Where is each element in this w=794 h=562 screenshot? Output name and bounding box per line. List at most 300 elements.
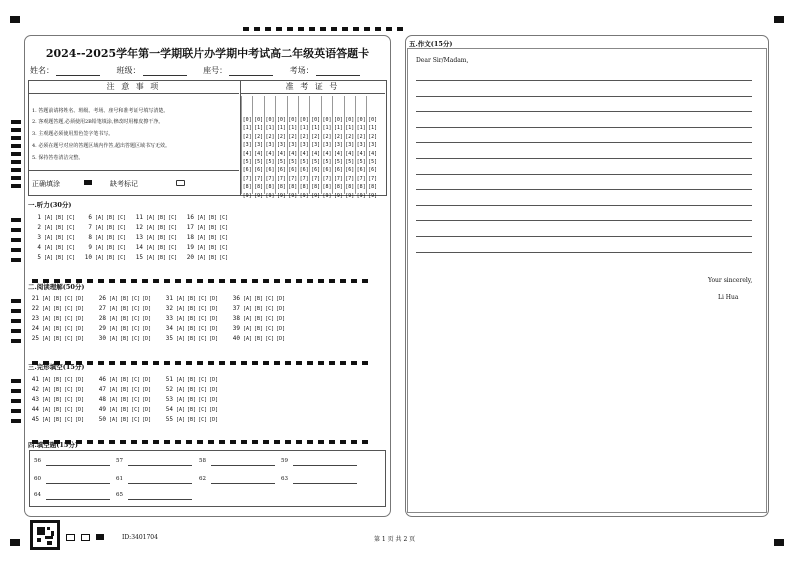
answer-bubble[interactable]: [C] — [117, 225, 127, 231]
fill-answer-line[interactable] — [128, 483, 192, 484]
answer-bubble[interactable]: [D] — [142, 377, 152, 383]
answer-bubble[interactable]: [D] — [75, 306, 85, 312]
answer-bubble[interactable]: [B] — [254, 326, 264, 332]
exam-id-bubble[interactable]: [2] — [345, 133, 355, 140]
answer-bubble[interactable]: [C] — [198, 336, 208, 342]
answer-bubble[interactable]: [A] — [176, 316, 186, 322]
exam-id-bubble[interactable]: [1] — [254, 125, 264, 132]
answer-bubble[interactable]: [C] — [66, 235, 76, 241]
answer-bubble[interactable]: [B] — [53, 397, 63, 403]
answer-bubble[interactable]: [A] — [197, 255, 207, 261]
answer-bubble[interactable]: [C] — [198, 316, 208, 322]
answer-bubble[interactable]: [A] — [109, 316, 119, 322]
exam-id-bubble[interactable]: [4] — [265, 150, 275, 157]
answer-bubble[interactable]: [C] — [131, 397, 141, 403]
answer-bubble[interactable]: [D] — [142, 316, 152, 322]
exam-id-bubble[interactable]: [1] — [356, 125, 366, 132]
exam-id-bubble[interactable]: [4] — [345, 150, 355, 157]
exam-id-bubble[interactable]: [1] — [322, 125, 332, 132]
exam-id-bubble[interactable]: [2] — [254, 133, 264, 140]
fill-answer-line[interactable] — [128, 499, 192, 500]
exam-id-bubble[interactable]: [3] — [288, 142, 298, 149]
answer-bubble[interactable]: [C] — [131, 316, 141, 322]
exam-id-bubble[interactable]: [5] — [242, 159, 252, 166]
exam-id-bubble[interactable]: [0] — [322, 117, 332, 123]
answer-bubble[interactable]: [D] — [209, 306, 219, 312]
answer-bubble[interactable]: [B] — [120, 387, 130, 393]
exam-id-bubble[interactable]: [1] — [345, 125, 355, 132]
answer-bubble[interactable]: [A] — [95, 235, 105, 241]
answer-bubble[interactable]: [B] — [187, 397, 197, 403]
exam-id-bubble[interactable]: [5] — [322, 159, 332, 166]
exam-id-bubble[interactable]: [0] — [356, 117, 366, 123]
room-field[interactable] — [316, 67, 360, 76]
writing-line[interactable] — [416, 236, 752, 237]
answer-bubble[interactable]: [B] — [53, 296, 63, 302]
writing-line[interactable] — [416, 189, 752, 190]
exam-id-bubble[interactable]: [0] — [276, 117, 286, 123]
answer-bubble[interactable]: [A] — [176, 296, 186, 302]
exam-id-bubble[interactable]: [5] — [254, 159, 264, 166]
exam-id-bubble[interactable]: [3] — [265, 142, 275, 149]
answer-bubble[interactable]: [B] — [187, 326, 197, 332]
exam-id-bubble[interactable]: [5] — [345, 159, 355, 166]
exam-id-bubble[interactable]: [8] — [322, 184, 332, 191]
exam-id-bubble[interactable]: [4] — [276, 150, 286, 157]
answer-bubble[interactable]: [A] — [146, 235, 156, 241]
answer-bubble[interactable]: [B] — [208, 245, 218, 251]
exam-id-bubble[interactable]: [5] — [368, 159, 378, 166]
exam-id-digit-column[interactable] — [345, 116, 355, 200]
answer-bubble[interactable]: [C] — [219, 245, 229, 251]
exam-id-bubble[interactable]: [7] — [265, 175, 275, 182]
fill-answer-line[interactable] — [46, 483, 110, 484]
exam-id-bubble[interactable]: [4] — [299, 150, 309, 157]
fill-answer-line[interactable] — [293, 483, 357, 484]
answer-bubble[interactable]: [B] — [157, 255, 167, 261]
exam-id-bubble[interactable]: [1] — [311, 125, 321, 132]
answer-bubble[interactable]: [C] — [64, 407, 74, 413]
exam-id-bubble[interactable]: [8] — [299, 184, 309, 191]
fill-answer-line[interactable] — [293, 465, 357, 466]
answer-bubble[interactable]: [D] — [276, 306, 286, 312]
name-field[interactable] — [56, 67, 100, 76]
answer-bubble[interactable]: [B] — [187, 387, 197, 393]
answer-bubble[interactable]: [A] — [95, 245, 105, 251]
exam-id-bubble[interactable]: [3] — [345, 142, 355, 149]
answer-bubble[interactable]: [B] — [254, 306, 264, 312]
exam-id-bubble[interactable]: [9] — [345, 192, 355, 199]
exam-id-bubble[interactable]: [0] — [265, 117, 275, 123]
exam-id-bubble[interactable]: [9] — [254, 192, 264, 199]
answer-bubble[interactable]: [B] — [53, 316, 63, 322]
answer-bubble[interactable]: [B] — [157, 245, 167, 251]
answer-bubble[interactable]: [B] — [187, 306, 197, 312]
exam-id-digit-column[interactable] — [333, 116, 343, 200]
exam-id-bubble[interactable]: [1] — [242, 125, 252, 132]
exam-id-bubble[interactable]: [9] — [368, 192, 378, 199]
answer-bubble[interactable]: [B] — [254, 316, 264, 322]
answer-bubble[interactable]: [C] — [64, 296, 74, 302]
writing-line[interactable] — [416, 127, 752, 128]
answer-bubble[interactable]: [D] — [75, 397, 85, 403]
exam-id-bubble[interactable]: [1] — [368, 125, 378, 132]
exam-id-bubble[interactable]: [1] — [299, 125, 309, 132]
answer-bubble[interactable]: [A] — [197, 215, 207, 221]
answer-bubble[interactable]: [A] — [176, 407, 186, 413]
answer-bubble[interactable]: [B] — [53, 407, 63, 413]
answer-bubble[interactable]: [C] — [64, 397, 74, 403]
exam-id-bubble[interactable]: [4] — [333, 150, 343, 157]
answer-bubble[interactable]: [A] — [176, 306, 186, 312]
exam-id-bubble[interactable]: [3] — [356, 142, 366, 149]
exam-id-bubble[interactable]: [9] — [333, 192, 343, 199]
answer-bubble[interactable]: [A] — [176, 326, 186, 332]
answer-bubble[interactable]: [B] — [120, 336, 130, 342]
exam-id-bubble[interactable]: [7] — [322, 175, 332, 182]
answer-bubble[interactable]: [A] — [109, 397, 119, 403]
answer-bubble[interactable]: [C] — [219, 255, 229, 261]
answer-bubble[interactable]: [C] — [131, 306, 141, 312]
answer-bubble[interactable]: [A] — [176, 387, 186, 393]
answer-bubble[interactable]: [C] — [131, 407, 141, 413]
answer-bubble[interactable]: [D] — [209, 417, 219, 423]
writing-line[interactable] — [416, 96, 752, 97]
exam-id-bubble[interactable]: [5] — [311, 159, 321, 166]
answer-bubble[interactable]: [D] — [276, 296, 286, 302]
answer-bubble[interactable]: [C] — [198, 417, 208, 423]
answer-bubble[interactable]: [B] — [106, 235, 116, 241]
answer-bubble[interactable]: [B] — [53, 377, 63, 383]
exam-id-bubble[interactable]: [7] — [299, 175, 309, 182]
exam-id-bubble[interactable]: [5] — [288, 159, 298, 166]
exam-id-bubble[interactable]: [2] — [288, 133, 298, 140]
answer-bubble[interactable]: [D] — [209, 296, 219, 302]
exam-id-bubble[interactable]: [6] — [333, 167, 343, 174]
exam-id-bubble[interactable]: [8] — [333, 184, 343, 191]
exam-id-bubble[interactable]: [9] — [265, 192, 275, 199]
answer-bubble[interactable]: [A] — [42, 417, 52, 423]
exam-id-bubble[interactable]: [2] — [356, 133, 366, 140]
answer-bubble[interactable]: [C] — [168, 245, 178, 251]
answer-bubble[interactable]: [B] — [55, 215, 65, 221]
exam-id-bubble[interactable]: [2] — [368, 133, 378, 140]
exam-id-bubble[interactable]: [0] — [311, 117, 321, 123]
exam-id-bubble[interactable]: [8] — [345, 184, 355, 191]
exam-id-bubble[interactable]: [1] — [333, 125, 343, 132]
exam-id-bubble[interactable]: [3] — [254, 142, 264, 149]
exam-id-bubble[interactable]: [9] — [322, 192, 332, 199]
answer-bubble[interactable]: [A] — [109, 326, 119, 332]
exam-id-bubble[interactable]: [5] — [333, 159, 343, 166]
exam-id-bubble[interactable]: [1] — [265, 125, 275, 132]
answer-bubble[interactable]: [B] — [187, 407, 197, 413]
answer-bubble[interactable]: [A] — [109, 306, 119, 312]
answer-bubble[interactable]: [D] — [276, 336, 286, 342]
answer-bubble[interactable]: [A] — [42, 407, 52, 413]
fill-answer-line[interactable] — [128, 465, 192, 466]
answer-bubble[interactable]: [C] — [131, 326, 141, 332]
exam-id-bubble[interactable]: [0] — [242, 117, 252, 123]
answer-bubble[interactable]: [A] — [42, 326, 52, 332]
exam-id-bubble[interactable]: [8] — [311, 184, 321, 191]
answer-bubble[interactable]: [C] — [131, 377, 141, 383]
exam-id-bubble[interactable]: [7] — [288, 175, 298, 182]
answer-bubble[interactable]: [A] — [95, 215, 105, 221]
answer-bubble[interactable]: [A] — [44, 235, 54, 241]
answer-bubble[interactable]: [C] — [66, 255, 76, 261]
exam-id-bubble[interactable]: [8] — [288, 184, 298, 191]
answer-bubble[interactable]: [A] — [42, 377, 52, 383]
exam-id-bubble[interactable]: [9] — [276, 192, 286, 199]
answer-bubble[interactable]: [A] — [42, 306, 52, 312]
exam-id-bubble[interactable]: [4] — [356, 150, 366, 157]
writing-line[interactable] — [416, 252, 752, 253]
answer-bubble[interactable]: [B] — [157, 215, 167, 221]
exam-id-digit-column[interactable] — [299, 116, 309, 200]
answer-bubble[interactable]: [B] — [157, 235, 167, 241]
answer-bubble[interactable]: [A] — [95, 255, 105, 261]
answer-bubble[interactable]: [D] — [142, 417, 152, 423]
answer-bubble[interactable]: [B] — [254, 336, 264, 342]
answer-bubble[interactable]: [B] — [187, 316, 197, 322]
answer-bubble[interactable]: [B] — [254, 296, 264, 302]
answer-bubble[interactable]: [B] — [208, 215, 218, 221]
answer-bubble[interactable]: [B] — [208, 255, 218, 261]
exam-id-digit-column[interactable] — [367, 116, 377, 200]
answer-bubble[interactable]: [A] — [146, 255, 156, 261]
answer-bubble[interactable]: [A] — [44, 215, 54, 221]
exam-id-bubble[interactable]: [4] — [288, 150, 298, 157]
answer-bubble[interactable]: [A] — [176, 377, 186, 383]
exam-id-bubble[interactable]: [0] — [254, 117, 264, 123]
exam-id-bubble[interactable]: [8] — [368, 184, 378, 191]
answer-bubble[interactable]: [A] — [243, 306, 253, 312]
answer-bubble[interactable]: [C] — [198, 306, 208, 312]
exam-id-bubble[interactable]: [8] — [276, 184, 286, 191]
answer-bubble[interactable]: [D] — [142, 407, 152, 413]
exam-id-digit-column[interactable] — [288, 116, 298, 200]
answer-bubble[interactable]: [D] — [142, 397, 152, 403]
writing-line[interactable] — [416, 80, 752, 81]
writing-line[interactable] — [416, 158, 752, 159]
exam-id-bubble[interactable]: [4] — [242, 150, 252, 157]
answer-bubble[interactable]: [B] — [187, 336, 197, 342]
answer-bubble[interactable]: [A] — [176, 336, 186, 342]
answer-bubble[interactable]: [A] — [44, 225, 54, 231]
exam-id-bubble[interactable]: [0] — [368, 117, 378, 123]
answer-bubble[interactable]: [C] — [198, 296, 208, 302]
answer-bubble[interactable]: [B] — [120, 326, 130, 332]
answer-bubble[interactable]: [D] — [209, 407, 219, 413]
answer-bubble[interactable]: [A] — [95, 225, 105, 231]
exam-id-bubble[interactable]: [7] — [242, 175, 252, 182]
answer-bubble[interactable]: [A] — [197, 245, 207, 251]
answer-bubble[interactable]: [B] — [53, 417, 63, 423]
exam-id-bubble[interactable]: [9] — [242, 192, 252, 199]
answer-bubble[interactable]: [C] — [64, 387, 74, 393]
answer-bubble[interactable]: [A] — [176, 417, 186, 423]
answer-bubble[interactable]: [C] — [168, 235, 178, 241]
answer-bubble[interactable]: [D] — [75, 387, 85, 393]
answer-bubble[interactable]: [D] — [75, 316, 85, 322]
answer-bubble[interactable]: [C] — [265, 306, 275, 312]
answer-bubble[interactable]: [B] — [55, 225, 65, 231]
answer-bubble[interactable]: [A] — [42, 336, 52, 342]
writing-line[interactable] — [416, 205, 752, 206]
exam-id-digit-column[interactable] — [265, 116, 275, 200]
exam-id-bubble[interactable]: [6] — [242, 167, 252, 174]
exam-id-bubble[interactable]: [2] — [242, 133, 252, 140]
answer-bubble[interactable]: [A] — [42, 387, 52, 393]
answer-bubble[interactable]: [C] — [265, 316, 275, 322]
answer-bubble[interactable]: [D] — [142, 387, 152, 393]
exam-id-bubble[interactable]: [8] — [254, 184, 264, 191]
answer-bubble[interactable]: [C] — [117, 235, 127, 241]
answer-bubble[interactable]: [C] — [66, 215, 76, 221]
answer-bubble[interactable]: [D] — [142, 326, 152, 332]
exam-id-bubble[interactable]: [4] — [254, 150, 264, 157]
exam-id-bubble[interactable]: [3] — [242, 142, 252, 149]
answer-bubble[interactable]: [C] — [64, 417, 74, 423]
answer-bubble[interactable]: [B] — [187, 296, 197, 302]
exam-id-bubble[interactable]: [6] — [276, 167, 286, 174]
exam-id-digit-column[interactable] — [322, 116, 332, 200]
exam-id-bubble[interactable]: [0] — [299, 117, 309, 123]
answer-bubble[interactable]: [A] — [243, 336, 253, 342]
answer-bubble[interactable]: [D] — [276, 326, 286, 332]
answer-bubble[interactable]: [D] — [209, 316, 219, 322]
answer-bubble[interactable]: [C] — [265, 296, 275, 302]
answer-bubble[interactable]: [B] — [55, 235, 65, 241]
answer-bubble[interactable]: [C] — [219, 235, 229, 241]
writing-line[interactable] — [416, 220, 752, 221]
exam-id-bubble[interactable]: [7] — [333, 175, 343, 182]
writing-line[interactable] — [416, 111, 752, 112]
answer-bubble[interactable]: [B] — [55, 245, 65, 251]
answer-bubble[interactable]: [A] — [176, 397, 186, 403]
exam-id-bubble[interactable]: [3] — [368, 142, 378, 149]
answer-bubble[interactable]: [B] — [208, 235, 218, 241]
exam-id-bubble[interactable]: [3] — [299, 142, 309, 149]
answer-bubble[interactable]: [D] — [276, 316, 286, 322]
exam-id-bubble[interactable]: [6] — [368, 167, 378, 174]
exam-id-bubble[interactable]: [5] — [265, 159, 275, 166]
exam-id-bubble[interactable]: [7] — [368, 175, 378, 182]
answer-bubble[interactable]: [A] — [42, 397, 52, 403]
answer-bubble[interactable]: [A] — [109, 296, 119, 302]
answer-bubble[interactable]: [B] — [53, 306, 63, 312]
fill-answer-line[interactable] — [211, 483, 275, 484]
answer-bubble[interactable]: [D] — [75, 407, 85, 413]
exam-id-bubble[interactable]: [9] — [311, 192, 321, 199]
answer-bubble[interactable]: [B] — [53, 326, 63, 332]
answer-bubble[interactable]: [C] — [117, 215, 127, 221]
answer-bubble[interactable]: [C] — [198, 407, 208, 413]
exam-id-bubble[interactable]: [9] — [356, 192, 366, 199]
answer-bubble[interactable]: [C] — [66, 245, 76, 251]
fill-answer-line[interactable] — [46, 499, 110, 500]
exam-id-bubble[interactable]: [5] — [299, 159, 309, 166]
exam-id-bubble[interactable]: [0] — [288, 117, 298, 123]
answer-bubble[interactable]: [C] — [64, 316, 74, 322]
exam-id-digit-column[interactable] — [310, 116, 320, 200]
answer-bubble[interactable]: [C] — [168, 215, 178, 221]
answer-bubble[interactable]: [B] — [120, 377, 130, 383]
exam-id-bubble[interactable]: [3] — [311, 142, 321, 149]
answer-bubble[interactable]: [B] — [120, 417, 130, 423]
answer-bubble[interactable]: [D] — [209, 326, 219, 332]
answer-bubble[interactable]: [A] — [197, 225, 207, 231]
exam-id-bubble[interactable]: [7] — [356, 175, 366, 182]
answer-bubble[interactable]: [B] — [120, 296, 130, 302]
exam-id-bubble[interactable]: [6] — [356, 167, 366, 174]
exam-id-bubble[interactable]: [2] — [299, 133, 309, 140]
exam-id-bubble[interactable]: [3] — [276, 142, 286, 149]
writing-line[interactable] — [416, 142, 752, 143]
exam-id-digit-column[interactable] — [253, 116, 263, 200]
exam-id-bubble[interactable]: [2] — [322, 133, 332, 140]
answer-bubble[interactable]: [A] — [44, 255, 54, 261]
exam-id-bubble[interactable]: [0] — [333, 117, 343, 123]
answer-bubble[interactable]: [A] — [243, 326, 253, 332]
answer-bubble[interactable]: [A] — [109, 387, 119, 393]
answer-bubble[interactable]: [A] — [197, 235, 207, 241]
exam-id-bubble[interactable]: [2] — [333, 133, 343, 140]
answer-bubble[interactable]: [A] — [146, 215, 156, 221]
answer-bubble[interactable]: [D] — [75, 336, 85, 342]
answer-bubble[interactable]: [B] — [120, 407, 130, 413]
answer-bubble[interactable]: [B] — [106, 245, 116, 251]
answer-bubble[interactable]: [C] — [131, 336, 141, 342]
exam-id-bubble[interactable]: [8] — [242, 184, 252, 191]
answer-bubble[interactable]: [C] — [64, 377, 74, 383]
answer-bubble[interactable]: [D] — [142, 336, 152, 342]
exam-id-bubble[interactable]: [4] — [311, 150, 321, 157]
exam-id-bubble[interactable]: [6] — [254, 167, 264, 174]
answer-bubble[interactable]: [D] — [75, 296, 85, 302]
exam-id-bubble[interactable]: [2] — [311, 133, 321, 140]
exam-id-bubble[interactable]: [5] — [356, 159, 366, 166]
absent-mark-checkbox[interactable] — [176, 180, 185, 186]
exam-id-bubble[interactable]: [6] — [322, 167, 332, 174]
answer-bubble[interactable]: [C] — [117, 245, 127, 251]
answer-bubble[interactable]: [C] — [198, 326, 208, 332]
answer-bubble[interactable]: [A] — [42, 316, 52, 322]
answer-bubble[interactable]: [A] — [109, 377, 119, 383]
exam-id-digit-column[interactable] — [356, 116, 366, 200]
exam-id-bubble[interactable]: [6] — [311, 167, 321, 174]
answer-bubble[interactable]: [B] — [55, 255, 65, 261]
answer-bubble[interactable]: [D] — [75, 377, 85, 383]
exam-id-bubble[interactable]: [6] — [288, 167, 298, 174]
answer-bubble[interactable]: [B] — [106, 215, 116, 221]
answer-bubble[interactable]: [B] — [53, 336, 63, 342]
exam-id-digit-column[interactable] — [276, 116, 286, 200]
exam-id-bubble[interactable]: [8] — [265, 184, 275, 191]
answer-bubble[interactable]: [D] — [75, 417, 85, 423]
answer-bubble[interactable]: [D] — [142, 296, 152, 302]
answer-bubble[interactable]: [C] — [131, 387, 141, 393]
answer-bubble[interactable]: [C] — [131, 417, 141, 423]
exam-id-bubble[interactable]: [1] — [276, 125, 286, 132]
exam-id-bubble[interactable]: [7] — [276, 175, 286, 182]
exam-id-bubble[interactable]: [2] — [265, 133, 275, 140]
exam-id-digit-column[interactable] — [242, 116, 252, 200]
answer-bubble[interactable]: [D] — [209, 336, 219, 342]
answer-bubble[interactable]: [A] — [146, 245, 156, 251]
exam-id-bubble[interactable]: [8] — [356, 184, 366, 191]
